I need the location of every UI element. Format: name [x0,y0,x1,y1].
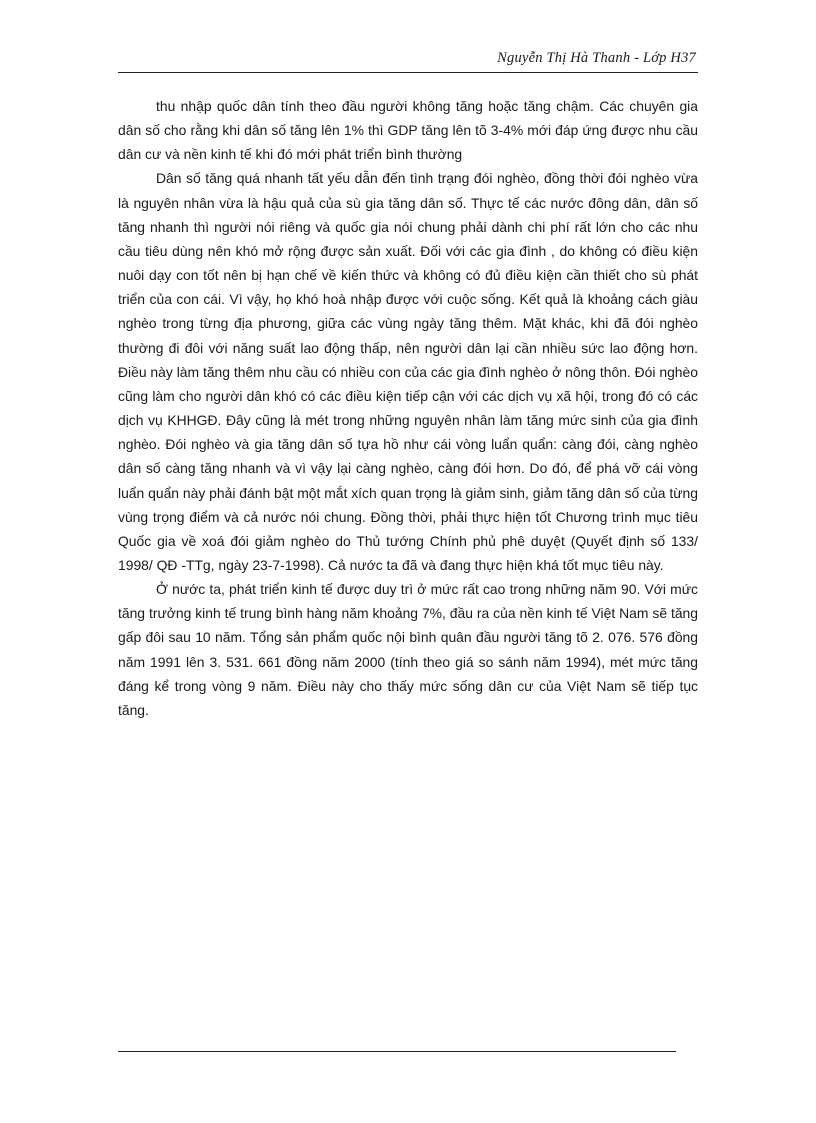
footer-divider [118,1051,676,1052]
header-divider [118,72,698,73]
document-body [118,94,698,722]
paragraph-2: Dân số tăng quá nhanh tất yếu dẫn đến tình trạng đói nghèo, đồng thời đói nghèo vừa là nguyên nhân vừa là hậu quả của sù gia tăng dân số. Thực tế các nước đông dân, dân số tăng nhanh thì người nói riêng và quốc gia nói chung phải dành chi phí rất lớn cho các nhu cầu tiêu dùng nên khó mở rộng được sản xuất. Đối với các gia đình , do không có điều kiện nuôi dạy con tốt nên bị hạn chế về kiến thức và không có đủ điều kiện cần thiết cho sù phát triển của con cái. Vì vậy, họ khó hoà nhập được với cuộc sống. Kết quả là khoảng cách giàu nghèo trong từng địa phương, giữa các vùng ngày tăng thêm. Mặt khác, khi đã đói nghèo thường đi đôi với năng suất lao động thấp, nên người dân lại cần nhiều sức lao động hơn. Điều này làm tăng thêm nhu cầu có nhiều con của các gia đình nghèo ở nông thôn. Đói nghèo cũng làm cho người dân khó có các điều kiện tiếp cận với các dịch vụ xã hội, trong đó có các dịch vụ KHHGĐ. Đây cũng là mét trong những nguyên nhân làm tăng mức sinh của gia đình nghèo. Đói nghèo và gia tăng dân số tựa hồ như cái vòng luẩn quẩn: càng đói, càng nghèo dân số càng tăng nhanh và vì vậy lại càng nghèo, càng đói hơn. Do đó, để phá vỡ cái vòng luẩn quẩn này phải đánh bật một mắt xích quan trọng là giảm sinh, giảm tăng dân số của từng vùng trọng điểm và cả nước nói chung. Đồng thời, phải thực hiện tốt Chương trình mục tiêu Quốc gia về xoá đói giảm nghèo do Thủ tướng Chính phủ phê duyệt (Quyết định số 133/ 1998/ QĐ -TTg, ngày 23-7-1998). Cả nước ta đã và đang thực hiện khá tốt mục tiêu này. [118,170,698,573]
page-header [118,50,698,72]
running-title: Nguyễn Thị Hà Thanh - Lớp H37 [497,50,696,66]
paragraph-3: Ở nước ta, phát triển kinh tế được duy trì ở mức rất cao trong những năm 90. Với mức tăng trưởng kinh tế trung bình hàng năm khoảng 7%, đầu ra của nền kinh tế Việt Nam sẽ tăng gấp đôi sau 10 năm. Tổng sản phẩm quốc nội bình quân đầu người tăng tõ 2. 076. 576 đồng năm 1991 lên 3. 531. 661 đồng năm 2000 (tính theo giá so sánh năm 1994), mét mức tăng đáng kể trong vòng 9 năm. Điều này cho thấy mức sống dân cư của Việt Nam sẽ tiếp tục tăng. [118,581,698,718]
paragraph-1: thu nhập quốc dân tính theo đầu người không tăng hoặc tăng chậm. Các chuyên gia dân số cho rằng khi dân số tăng lên 1% thì GDP tăng lên tõ 3-4% mới đáp ứng được nhu cầu dân cư và nền kinh tế khi đó mới phát triển bình thường [118,98,698,163]
